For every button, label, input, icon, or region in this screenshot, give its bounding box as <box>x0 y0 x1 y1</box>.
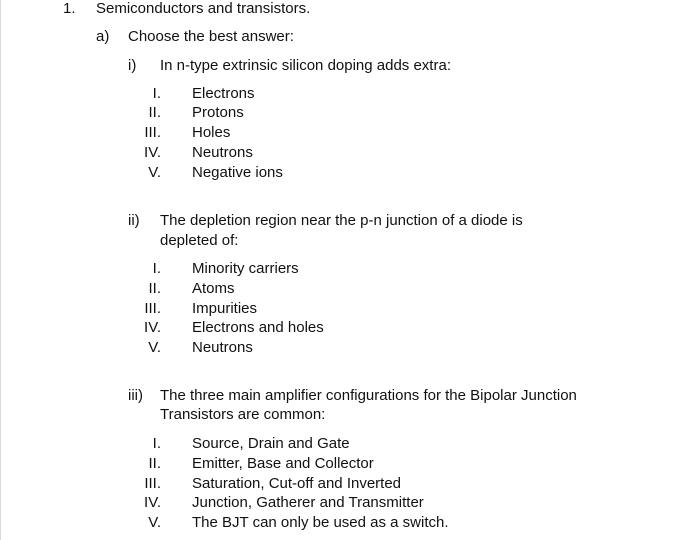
option-text: The BJT can only be used as a switch. <box>192 514 449 531</box>
option-numeral: V. <box>148 164 161 181</box>
item-numeral: iii) <box>128 387 143 404</box>
option-numeral: V. <box>148 339 161 356</box>
option-numeral: IV. <box>144 494 161 511</box>
option-text: Neutrons <box>192 339 253 356</box>
question-title: Semiconductors and transistors. <box>96 0 311 17</box>
option-numeral: I. <box>152 435 161 452</box>
option-numeral: II. <box>148 104 161 121</box>
option-text: Saturation, Cut-off and Inverted <box>192 475 402 492</box>
option-text: Electrons and holes <box>192 319 324 336</box>
option-numeral: I. <box>152 260 161 277</box>
option-text: Neutrons <box>192 144 253 161</box>
option-text: Negative ions <box>192 164 283 181</box>
item-question-line: In n-type extrinsic silicon doping adds extra: <box>160 57 451 74</box>
option-numeral: III. <box>144 300 161 317</box>
option-numeral: IV. <box>144 319 161 336</box>
option-text: Minority carriers <box>192 260 299 277</box>
option-numeral: V. <box>148 514 161 531</box>
option-text: Electrons <box>192 85 255 102</box>
question-number: 1. <box>63 0 76 17</box>
item-question-line: depleted of: <box>160 232 239 249</box>
option-numeral: II. <box>148 280 161 297</box>
item-question-line: The three main amplifier configurations for the Bipolar Junction <box>160 387 577 404</box>
option-numeral: III. <box>144 475 161 492</box>
option-text: Junction, Gatherer and Transmitter <box>192 494 424 511</box>
option-text: Holes <box>192 124 231 141</box>
item-numeral: i) <box>128 57 137 74</box>
item-question-line: Transistors are common: <box>160 406 326 423</box>
item-question-line: The depletion region near the p-n junction of a diode is <box>160 212 523 229</box>
option-text: Atoms <box>192 280 235 297</box>
option-text: Emitter, Base and Collector <box>192 455 374 472</box>
option-text: Protons <box>192 104 244 121</box>
option-text: Impurities <box>192 300 258 317</box>
option-numeral: III. <box>144 124 161 141</box>
option-text: Source, Drain and Gate <box>192 435 350 452</box>
option-numeral: I. <box>152 85 161 102</box>
part-instruction: Choose the best answer: <box>128 28 294 45</box>
option-numeral: IV. <box>144 144 161 161</box>
item-numeral: ii) <box>128 212 140 229</box>
part-letter: a) <box>96 28 110 45</box>
option-numeral: II. <box>148 455 161 472</box>
